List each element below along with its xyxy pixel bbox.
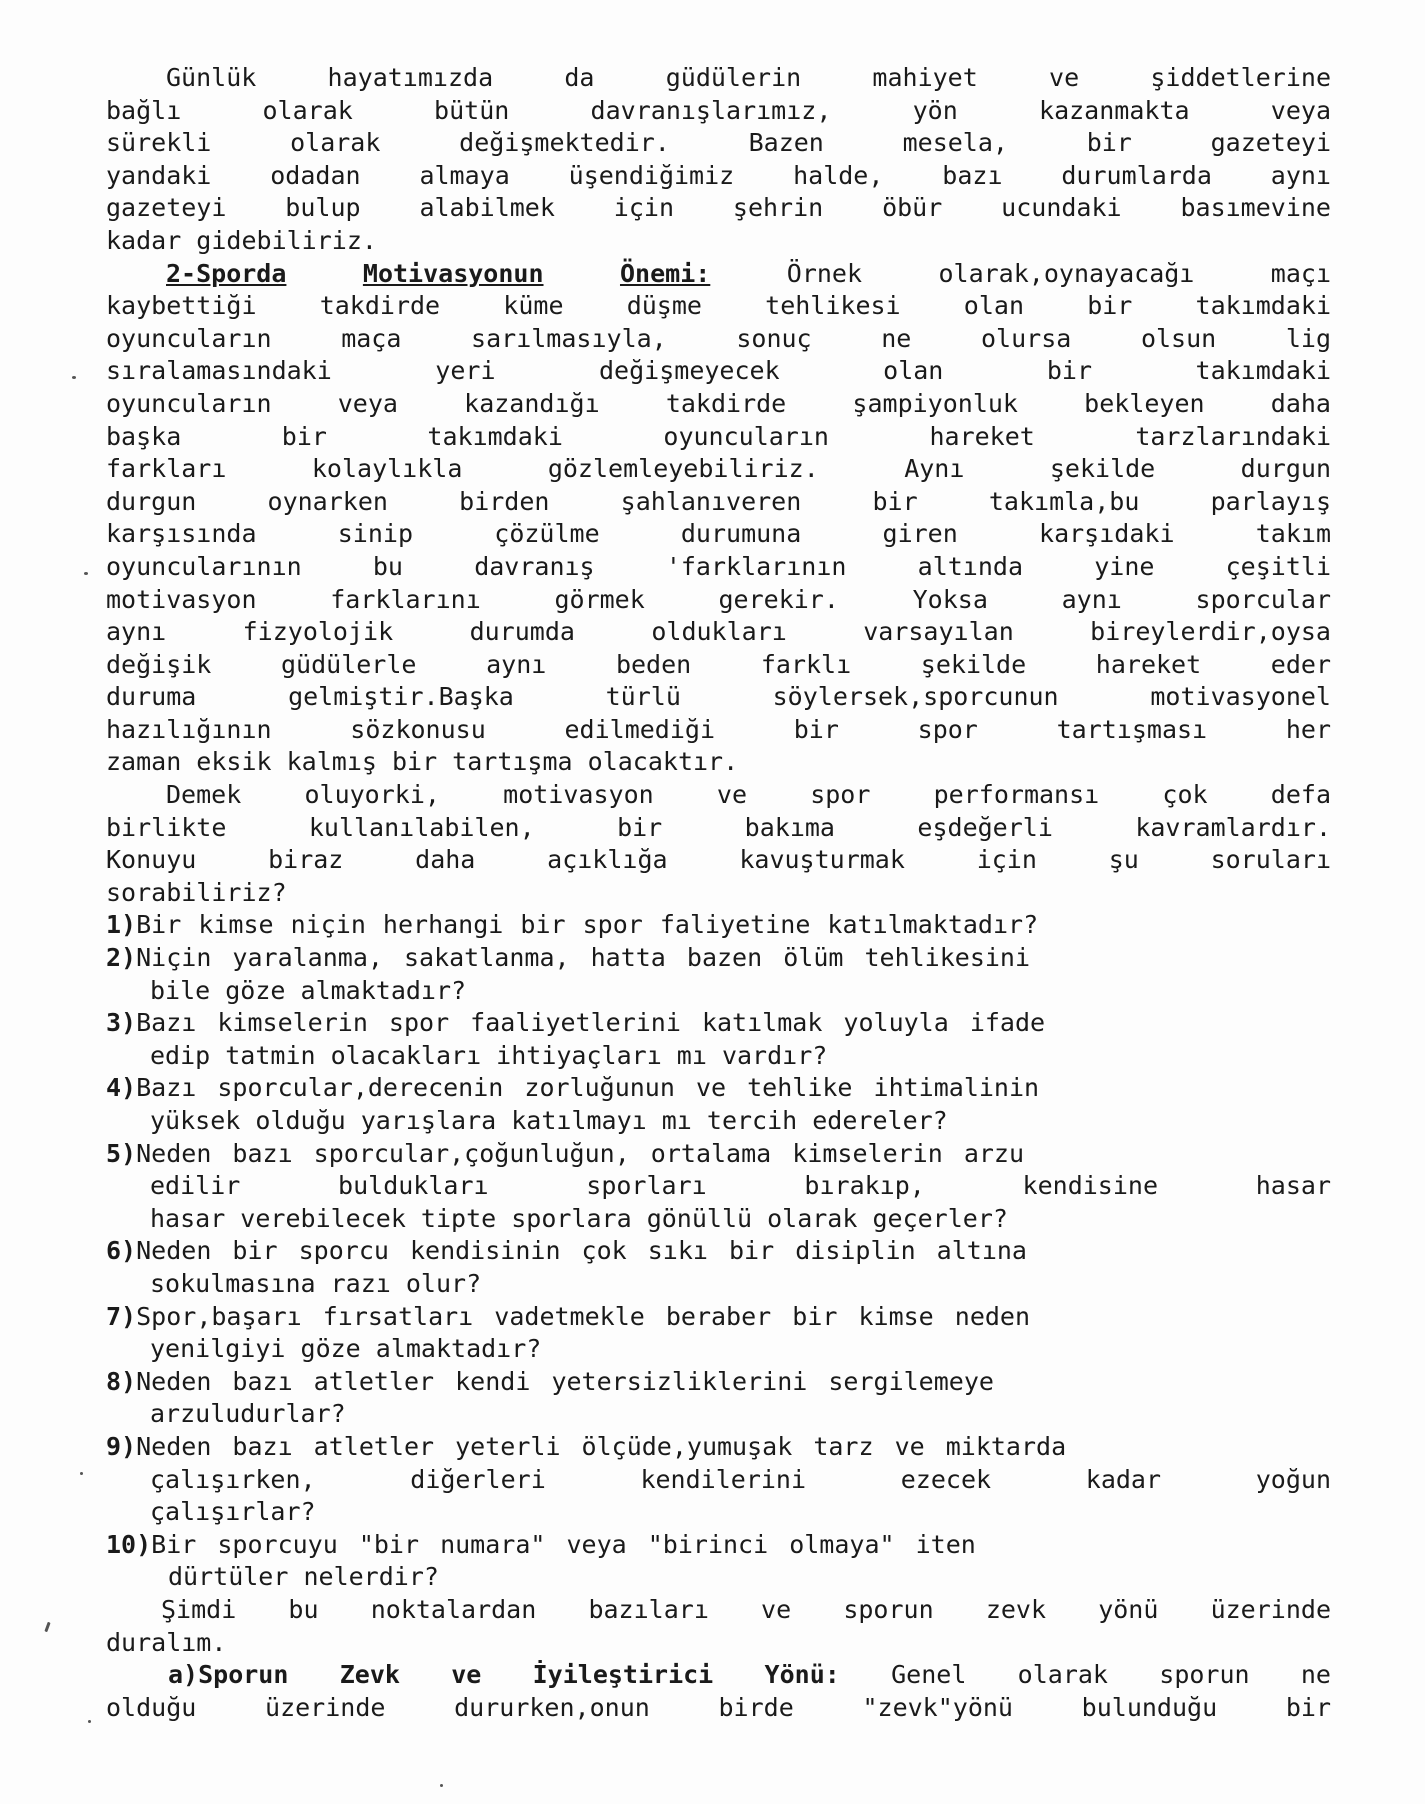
section2-heading-word3: Önemi: bbox=[619, 258, 711, 288]
question-text: Bazı kimselerin spor faaliyetlerini katılmak yoluyla ifade bbox=[136, 1008, 1046, 1038]
question-text: Bir sporcuyu "bir numara" veya "birinci olmaya" iten bbox=[151, 1529, 976, 1559]
question-number: 8) bbox=[106, 1366, 137, 1396]
section2-line: karşısında sinip çözülme durumuna giren karşıdaki takım bbox=[106, 519, 1331, 549]
document-body bbox=[106, 62, 1331, 1724]
question-line: yenilgiyi göze almaktadır? bbox=[150, 1334, 542, 1364]
question-line: çalışırken, diğerleri kendilerini ezecek kadar yoğun bbox=[150, 1464, 1331, 1494]
paragraph1-line: Günlük hayatımızda da güdülerin mahiyet ve şiddetlerine bbox=[166, 63, 1331, 92]
section2-line: oyuncuların veya kazandığı takdirde şampiyonluk bekleyen daha bbox=[106, 388, 1331, 418]
scan-speck bbox=[440, 1784, 443, 1787]
question-number: 4) bbox=[106, 1073, 137, 1103]
question-line bbox=[106, 1072, 1331, 1105]
scan-speck bbox=[84, 572, 88, 575]
question-text: Neden bir sporcu kendisinin çok sıkı bir disiplin altına bbox=[136, 1236, 1027, 1266]
paragraph1-line: sürekli olarak değişmektedir. Bazen mesela, bir gazeteyi bbox=[106, 128, 1331, 158]
question-number: 9) bbox=[106, 1431, 137, 1461]
question-line bbox=[106, 909, 1331, 942]
scan-speck bbox=[80, 1472, 83, 1475]
question-number: 2) bbox=[106, 943, 137, 973]
paragraph1-line: kadar gidebiliriz. bbox=[106, 225, 377, 255]
question-line bbox=[106, 1235, 1331, 1268]
section2-line: motivasyon farklarını görmek gerekir. Yoksa aynı sporcular bbox=[106, 584, 1331, 614]
section2-line: oyuncularının bu davranış 'farklarının altında yine çeşitli bbox=[106, 551, 1331, 581]
question-number: 6) bbox=[106, 1236, 137, 1266]
section-a-line: olduğu üzerinde dururken,onun birde "zevk"yönü bulunduğu bir bbox=[106, 1692, 1331, 1722]
scan-speck bbox=[44, 1622, 50, 1632]
section2-first-line-rest: Örnek olarak,oynayacağı maçı bbox=[786, 258, 1331, 288]
question-list bbox=[106, 909, 1331, 1593]
paragraph3-line: sorabiliriz? bbox=[106, 877, 287, 907]
section2-heading-word2: Motivasyonun bbox=[362, 258, 544, 288]
paragraph1-line: bağlı olarak bütün davranışlarımız, yön kazanmakta veya bbox=[106, 95, 1331, 125]
question-line bbox=[106, 942, 1331, 975]
section2-line: aynı fizyolojik durumda oldukları varsayılan bireylerdir,oysa bbox=[106, 617, 1331, 647]
section2-line: sıralamasındaki yeri değişmeyecek olan bir takımdaki bbox=[106, 356, 1331, 386]
section2-line: değişik güdülerle aynı beden farklı şekilde hareket eder bbox=[106, 649, 1331, 679]
question-number: 1) bbox=[106, 910, 137, 940]
section2-line: başka bir takımdaki oyuncuların hareket tarzlarındaki bbox=[106, 421, 1331, 451]
section-a-heading-line bbox=[106, 1659, 1331, 1692]
paragraph4-line: duralım. bbox=[106, 1627, 227, 1657]
question-text: Bir kimse niçin herhangi bir spor faliyetine katılmaktadır? bbox=[136, 910, 1039, 940]
question-line: hasar verebilecek tipte sporlara gönüllü olarak geçerler? bbox=[150, 1203, 1008, 1233]
question-line: bile göze almaktadır? bbox=[150, 975, 467, 1005]
question-line: sokulmasına razı olur? bbox=[150, 1268, 482, 1298]
question-line bbox=[106, 1366, 1331, 1399]
question-number: 7) bbox=[106, 1301, 137, 1331]
paragraph1-line: gazeteyi bulup alabilmek için şehrin öbür ucundaki basımevine bbox=[106, 193, 1331, 223]
question-number: 10) bbox=[106, 1529, 152, 1559]
scan-speck bbox=[88, 1720, 91, 1723]
scan-speck bbox=[72, 376, 76, 379]
paragraph3-line: birlikte kullanılabilen, bir bakıma eşdeğerli kavramlardır. bbox=[106, 812, 1331, 842]
question-line: edilir buldukları sporları bırakıp, kendisine hasar bbox=[150, 1171, 1331, 1201]
section2-line: hazılığının sözkonusu edilmediği bir spor tartışması her bbox=[106, 714, 1331, 744]
question-line bbox=[106, 1431, 1331, 1464]
section2-heading-number: 2-Sporda bbox=[166, 258, 287, 288]
question-line: edip tatmin olacakları ihtiyaçları mı vardır? bbox=[150, 1040, 828, 1070]
question-number: 5) bbox=[106, 1138, 137, 1168]
question-line: dürtüler nelerdir? bbox=[168, 1562, 439, 1592]
section2-line: zaman eksik kalmış bir tartışma olacaktır. bbox=[106, 747, 739, 777]
question-line bbox=[106, 1529, 1331, 1562]
section2-line: farkları kolaylıkla gözlemleyebiliriz. Aynı şekilde durgun bbox=[106, 454, 1331, 484]
question-line: arzuludurlar? bbox=[150, 1399, 346, 1429]
question-text: Neden bazı atletler kendi yetersizliklerini sergilemeye bbox=[136, 1366, 994, 1396]
question-text: Bazı sporcular,derecenin zorluğunun ve tehlike ihtimalinin bbox=[136, 1073, 1040, 1103]
question-text: Spor,başarı fırsatları vadetmekle beraber bir kimse neden bbox=[136, 1301, 1031, 1331]
paragraph3-line: Konuyu biraz daha açıklığa kavuşturmak için şu soruları bbox=[106, 845, 1331, 875]
section-a-first-line-rest: Genel olarak sporun ne bbox=[891, 1660, 1331, 1690]
question-line bbox=[106, 1007, 1331, 1040]
paragraph4-line: Şimdi bu noktalardan bazıları ve sporun zevk yönü üzerinde bbox=[161, 1594, 1331, 1624]
paragraph3-line: Demek oluyorki, motivasyon ve spor performansı çok defa bbox=[166, 780, 1331, 810]
question-number: 3) bbox=[106, 1008, 137, 1038]
question-line bbox=[106, 1138, 1331, 1171]
section-a-heading: a)Sporun Zevk ve İyileştirici Yönü: bbox=[168, 1660, 840, 1690]
section2-line: kaybettiği takdirde küme düşme tehlikesi olan bir takımdaki bbox=[106, 291, 1331, 321]
question-text: Niçin yaralanma, sakatlanma, hatta bazen ölüm tehlikesini bbox=[136, 943, 1031, 973]
section2-line: durgun oynarken birden şahlanıveren bir takımla,bu parlayış bbox=[106, 486, 1331, 516]
question-line: çalışırlar? bbox=[150, 1497, 316, 1527]
section2-line: oyuncuların maça sarılmasıyla, sonuç ne olursa olsun lig bbox=[106, 323, 1331, 353]
section2-heading-line bbox=[106, 258, 1331, 291]
paragraph1-line: yandaki odadan almaya üşendiğimiz halde, bazı durumlarda aynı bbox=[106, 160, 1331, 190]
section2-line: duruma gelmiştir.Başka türlü söylersek,sporcunun motivasyonel bbox=[106, 682, 1331, 712]
question-text: Neden bazı atletler yeterli ölçüde,yumuşak tarz ve miktarda bbox=[136, 1431, 1067, 1461]
question-line: yüksek olduğu yarışlara katılmayı mı tercih edereler? bbox=[150, 1106, 948, 1135]
question-text: Neden bazı sporcular,çoğunluğun, ortalama kimselerin arzu bbox=[136, 1138, 1025, 1168]
question-line bbox=[106, 1301, 1331, 1334]
